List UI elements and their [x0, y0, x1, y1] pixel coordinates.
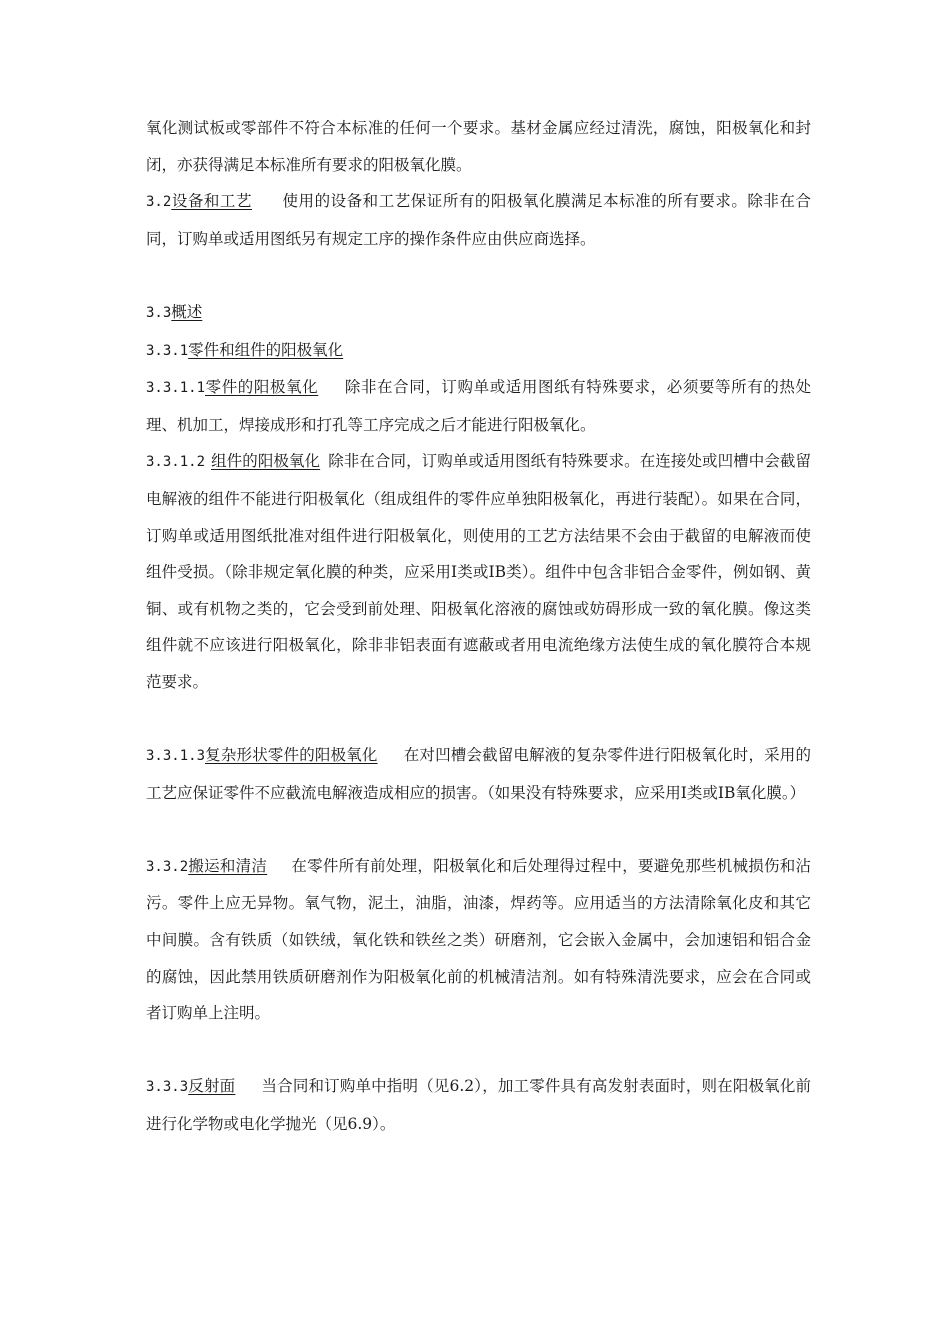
section-3-3-2 [146, 848, 811, 1032]
section-title: 搬运和清洁 [188, 856, 268, 875]
paragraph-text: 除非在合同，订购单或适用图纸有特殊要求。在连接处或凹槽中会截留电解液的组件不能进行阳极氧化（组成组件的零件应单独阳极氧化，再进行装配）。如果在合同，订购单或适用图纸批准对组件进行阳极氧化，则使用的工艺方法结果不会由于截留的电解液而使组件受损。（除非规定氧化膜的种类，应采用Ⅰ类或IB类）。组件中包含非铝合金零件，例如钢、黄铜、或有机物之类的，它会受到前处理、阳极氧化溶液的腐蚀或妨碍形成一致的氧化膜。像这类组件就不应该进行阳极氧化，除非非铝表面有遮蔽或者用电流绝缘方法使生成的氧化膜符合本规范要求。 [146, 452, 811, 691]
section-title: 反射面 [188, 1077, 236, 1096]
paragraph-text: 使用的设备和工艺保证所有的阳极氧化膜满足本标准的所有要求。除非在合同，订购单或适用图纸另有规定工序的操作条件应由供应商选择。 [146, 192, 811, 248]
section-3-2 [146, 183, 811, 257]
section-title: 概述 [171, 302, 203, 321]
paragraph-continuation [146, 110, 811, 183]
section-3-3-1-3 [146, 737, 811, 811]
section-title: 设备和工艺 [171, 192, 252, 211]
blank-line [146, 1032, 811, 1069]
blank-line [146, 701, 811, 738]
section-number: 3.3.1.2 [146, 454, 206, 471]
paragraph-text: 当合同和订购单中指明（见6.2），加工零件具有高发射表面时，则在阳极氧化前进行化学物或电化学抛光（见6.9）。 [146, 1077, 811, 1134]
blank-line [146, 257, 811, 294]
section-title: 零件和组件的阳极氧化 [188, 340, 344, 359]
section-number: 3.3.1.1 [146, 380, 206, 397]
section-3-3-3 [146, 1068, 811, 1142]
section-number: 3.2 [146, 194, 172, 211]
section-number: 3.3.1.3 [146, 748, 206, 765]
paragraph-text: 氧化测试板或零部件不符合本标准的任何一个要求。基材金属应经过清洗，腐蚀，阳极氧化和封闭，亦获得满足本标准所有要求的阳极氧化膜。 [146, 119, 811, 174]
section-number: 3.3.1 [146, 342, 189, 359]
section-title: 零件的阳极氧化 [205, 378, 319, 397]
paragraph-text: 在零件所有前处理，阳极氧化和后处理得过程中，要避免那些机械损伤和沾污。零件上应无异物。氧气物，泥土，油脂，油漆，焊药等。应用适当的方法清除氧化皮和其它中间膜。含有铁质（如铁绒，氧化铁和铁丝之类）研磨剂，它会嵌入金属中，会加速铝和铝合金的腐蚀，因此禁用铁质研磨剂作为阳极氧化前的机械清洁剂。如有特殊清洗要求，应会在合同或者订购单上注明。 [146, 856, 811, 1023]
section-number: 3.3.3 [146, 1079, 189, 1096]
section-title: 复杂形状零件的阳极氧化 [205, 746, 378, 765]
section-3-3 [146, 294, 811, 332]
section-3-3-1 [146, 332, 811, 370]
section-3-3-1-1 [146, 369, 811, 443]
paragraph-text: 除非在合同，订购单或适用图纸有特殊要求，必须要等所有的热处理、机加工，焊接成形和打孔等工序完成之后才能进行阳极氧化。 [146, 378, 811, 434]
section-number: 3.3.2 [146, 858, 189, 875]
document-page [146, 110, 811, 1143]
paragraph-text: 在对凹槽会截留电解液的复杂零件进行阳极氧化时，采用的工艺应保证零件不应截流电解液造成相应的损害。（如果没有特殊要求，应采用Ⅰ类或IB氧化膜。） [146, 746, 811, 802]
blank-line [146, 811, 811, 848]
section-3-3-1-2 [146, 443, 811, 700]
section-number: 3.3 [146, 304, 172, 321]
section-title: 组件的阳极氧化 [211, 452, 321, 471]
